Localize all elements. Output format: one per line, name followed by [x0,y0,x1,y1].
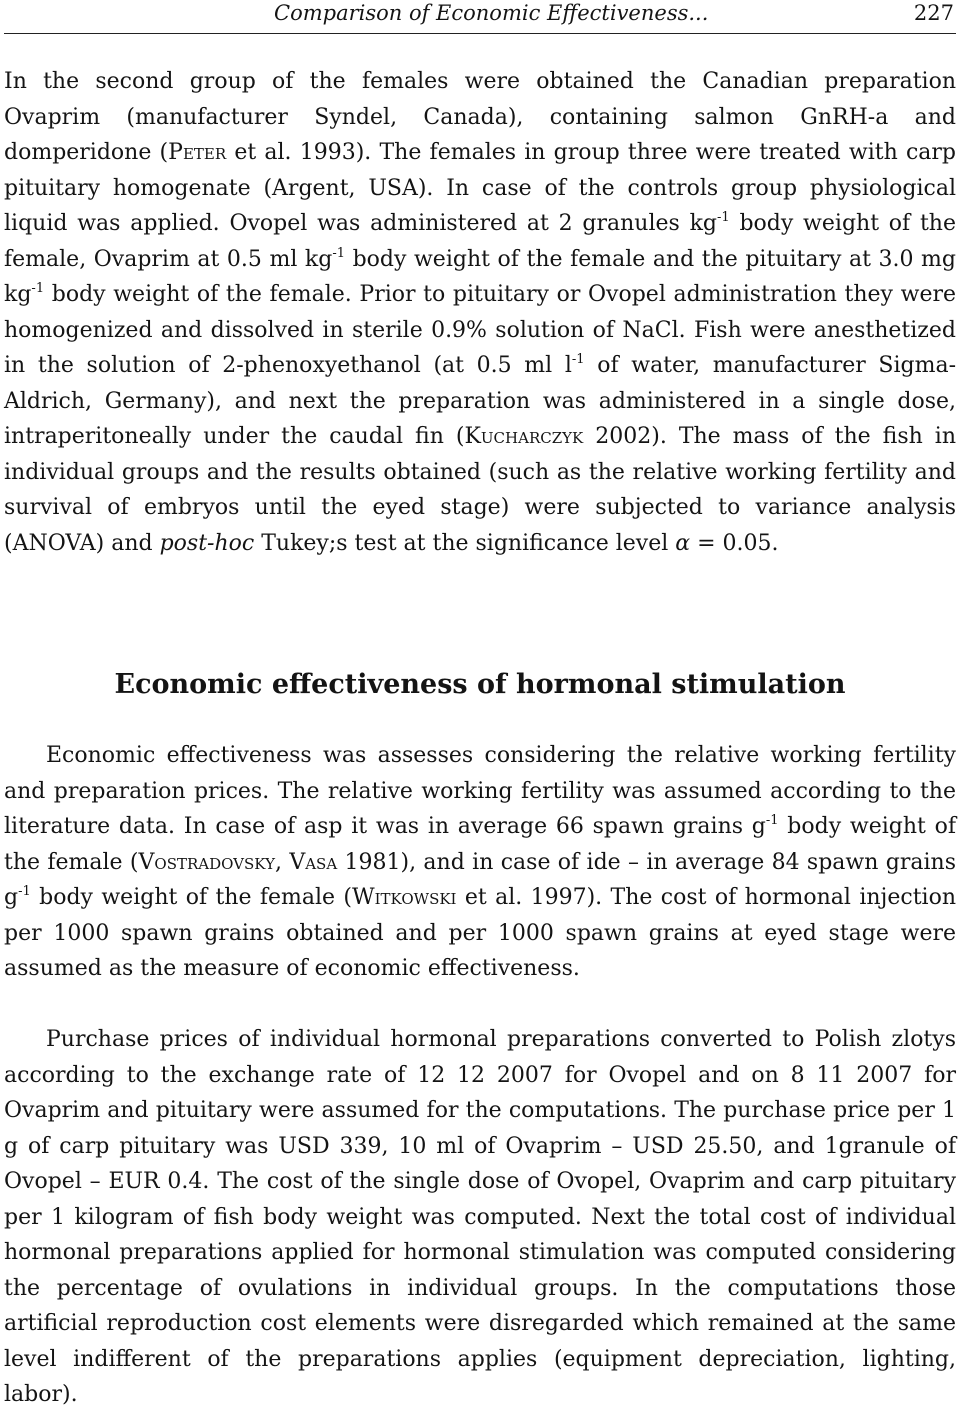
text-run: body weight of the female, Ovaprim at 0.5 ml kg [4,211,956,272]
citation-author: Witkowski [352,885,457,910]
superscript: -1 [31,281,45,296]
text-run: of water, manufacturer Sigma-Aldrich, Germany), and next the preparation was administered in a single dose, intraperitoneally under the caudal fin ( [4,353,956,449]
text-run: , [274,849,290,875]
citation-author: Kucharczyk [464,424,584,449]
text-run: et al. 1997). The cost of hormonal injection per 1000 spawn grains obtained and per 1000 spawn grains at eyed stage were assumed as the measure of economic effectiveness. [4,885,956,981]
citation-author: Peter [168,140,227,165]
citation-author: Vostradovsky [138,849,275,875]
text-run: body weight of the female ( [4,814,956,875]
text-run: Purchase prices of individual hormonal preparations converted to Polish zlotys according to the exchange rate of 12 12 2007 for Ovopel and on 8 11 2007 for Ovaprim and pituitary were assumed for the computations. The purchase price per 1 g of carp pituitary was USD 339, 10 ml of Ovaprim – USD 25.50, and 1granule of Ovopel – EUR 0.4. The cost of the single dose of Ovopel, Ovaprim and carp pituitary per 1 kilogram of fish body weight was computed. Next the total cost of individual hormonal preparations applied for hormonal stimulation was computed considering the percentage of ovulations in individual groups. In the computations those artificial reproduction cost elements were disregarded which remained at the same level indifferent of the preparations applies (equipment depreciation, lighting, labor). [4,1027,956,1407]
page-number: 227 [913,1,954,25]
running-head-title: Comparison of Economic Effectiveness... [274,1,709,25]
text-run: body weight of the female and the pituitary at 3.0 mg kg [4,246,956,307]
effectiveness-paragraph [4,738,956,987]
text-run: Tukey;s test at the significance level [254,530,676,556]
text-run: body weight of the female. Prior to pituitary or Ovopel administration they were homogenized and dissolved in sterile 0.9% solution of NaCl. Fish were anesthetized in the solution of 2-phenoxyethanol (at 0.5 ml l [4,282,956,378]
text-run: 2002). The mass of the fish in individual groups and the results obtained (such as the relative working fertility and survival of embryos until the eyed stage) were subjected to variance analysis (ANOVA) and [4,424,956,556]
superscript: -1 [332,245,346,261]
italic-term: post-hoc [159,530,255,556]
superscript: -1 [717,210,730,225]
section-heading: Economic effectiveness of hormonal stimulation [114,669,846,700]
citation-author: Vasa [289,849,338,875]
superscript: -1 [571,352,585,367]
prices-paragraph [4,1022,956,1413]
text-run: et al. 1993). The females in group three were treated with carp pituitary homogenate (Argent, USA). In case of the controls group physiological liquid was applied. Ovopel was administered at 2 granules kg [4,140,956,236]
superscript: -1 [765,813,779,828]
text-run: 1981), and in case of ide – in average 84 spawn grains g [4,849,956,910]
superscript: -1 [18,884,31,899]
methods-paragraph [4,64,956,561]
alpha-symbol: α [675,530,691,556]
text-run: Economic effectiveness was assesses considering the relative working fertility and preparation prices. The relative working fertility was assumed according to the literature data. In case of asp it was in average 66 spawn grains g [4,743,956,839]
text-run: In the second group of the females were obtained the Canadian preparation Ovaprim (manufacturer Syndel, Canada), containing salmon GnRH-a and domperidone ( [4,69,956,165]
text-run: body weight of the female ( [30,885,353,910]
text-run: = 0.05. [690,530,779,556]
running-head [4,0,956,34]
